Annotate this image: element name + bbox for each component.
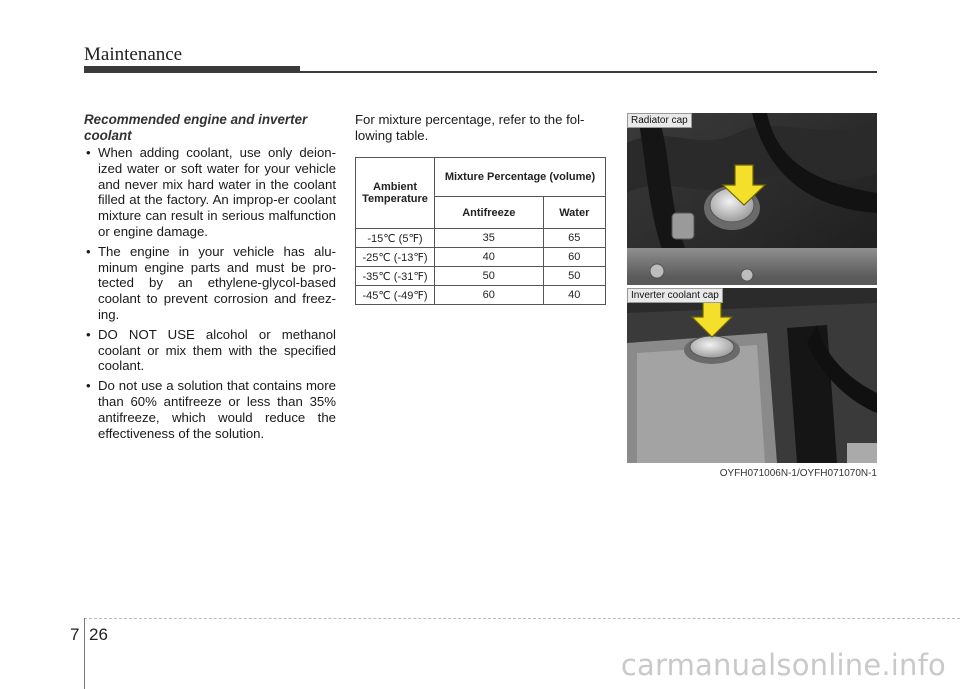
- chapter-number: 7: [70, 625, 80, 644]
- cell-temperature: -15℃ (5℉): [356, 229, 435, 248]
- cell-water: 65: [543, 229, 605, 248]
- table-row: [356, 229, 606, 248]
- header-ambient-temperature: Ambient Temperature: [356, 158, 435, 229]
- cell-water: 60: [543, 248, 605, 267]
- list-item: • When adding coolant, use only deion-ized water or soft water for your vehicle and never mix hard water in the coolant filled at the factory. An improp-er coolant mixture can result in serious malfunction or engine damage.: [84, 145, 336, 240]
- mixture-table: [355, 157, 606, 305]
- page-title: Maintenance: [84, 44, 183, 65]
- list-item: • DO NOT USE alcohol or methanol coolant or mix them with the specified coolant.: [84, 327, 336, 374]
- table-row: [356, 248, 606, 267]
- footer-divider: [84, 618, 960, 619]
- cell-water: 40: [543, 286, 605, 305]
- header-antifreeze: Antifreeze: [435, 197, 544, 229]
- coolant-bullet-list: [84, 145, 336, 441]
- footer-vertical-rule: [84, 618, 85, 689]
- list-item: • The engine in your vehicle has alu-minum engine parts and must be pro-tected by an ethylene-glycol-based coolant to prevent corrosion and freez-ing.: [84, 244, 336, 323]
- inverter-coolant-cap-label: Inverter coolant cap: [627, 288, 723, 303]
- radiator-cap-label: Radiator cap: [627, 113, 692, 128]
- list-item: • Do not use a solution that contains more than 60% antifreeze or less than 35% antifreeze, which would reduce the effectiveness of the solution.: [84, 378, 336, 441]
- table-intro-text: For mixture percentage, refer to the fol-lowing table.: [355, 112, 585, 143]
- table-row: [356, 286, 606, 305]
- section-heading: Recommended engine and inverter coolant: [84, 112, 308, 143]
- cell-antifreeze: 50: [435, 267, 544, 286]
- header-mixture-percentage: Mixture Percentage (volume): [435, 158, 606, 197]
- coolant-text-column: [84, 112, 336, 445]
- table-row: [356, 267, 606, 286]
- photo-caption: OYFH071006N-1/OYFH071070N-1: [719, 468, 877, 479]
- cell-temperature: -25℃ (-13℉): [356, 248, 435, 267]
- cell-antifreeze: 60: [435, 286, 544, 305]
- cell-antifreeze: 40: [435, 248, 544, 267]
- cell-temperature: -35℃ (-31℉): [356, 267, 435, 286]
- cell-water: 50: [543, 267, 605, 286]
- cell-antifreeze: 35: [435, 229, 544, 248]
- cell-temperature: -45℃ (-49℉): [356, 286, 435, 305]
- engine-bay-photo: [627, 113, 877, 463]
- header-water: Water: [543, 197, 605, 229]
- page-number: 26: [89, 625, 108, 644]
- header-rule-thin: [300, 71, 877, 73]
- header-rule-thick: [84, 66, 300, 73]
- table-intro-column: [355, 112, 607, 144]
- watermark: carmanualsonline.info: [620, 648, 946, 682]
